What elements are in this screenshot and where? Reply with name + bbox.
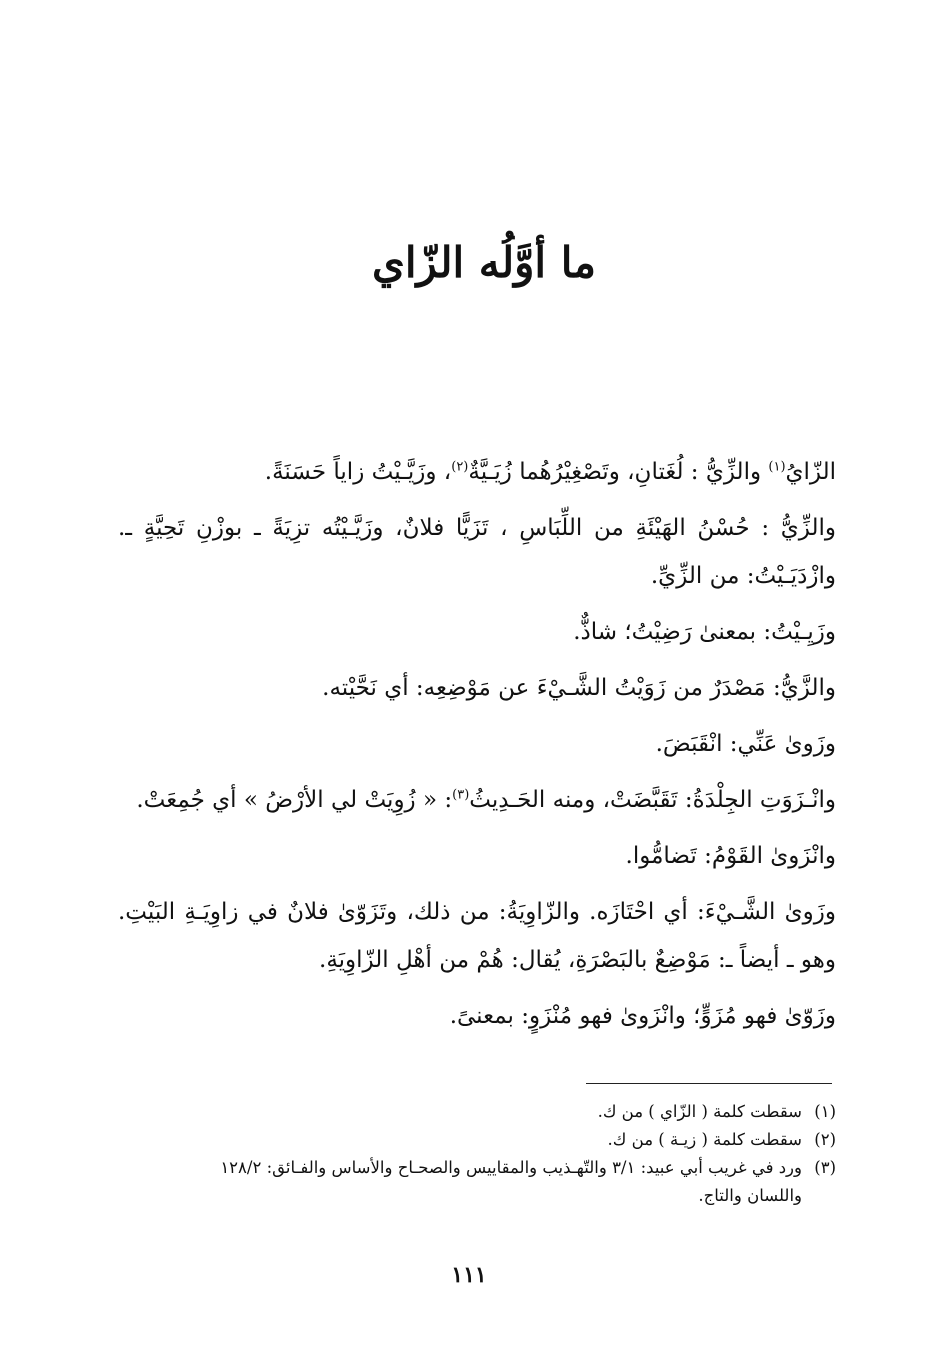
- entry-body: [118, 448, 836, 1048]
- paragraph-4: والزَّيُّ: مَصْدَرٌ من زَوَيْتُ الشَّـيْءَ عن مَوْضِعِه: أي نَحَّيْته.: [322, 675, 836, 701]
- paragraph-1: [118, 448, 836, 496]
- footnote-number: (٢): [814, 1130, 836, 1149]
- chapter-title: ما أوَّلُه الزّاي: [372, 238, 596, 287]
- paragraph-6: [118, 776, 836, 824]
- page-number: ١١١: [451, 1262, 487, 1288]
- footnotes: [118, 1098, 836, 1210]
- footnote-text: ورد في غريب أبي عبيد: ٣/١ والتّهـذيب والمقاييس والصحـاح والأساس والفـائق: ١٢٨/٢: [220, 1158, 802, 1177]
- paragraph-7: وانْزَوىٰ القَوْمُ: تَضامُّوا.: [625, 843, 836, 869]
- paragraph-8: وزَوىٰ الشَّـيْءَ: أي احْتَازَه. والزّاوِيَةُ: من ذلك، وتَزَوّىٰ فلانٌ في زاوِيَـةِ البَيْتِ. وهو ـ أيضاً ـ: مَوْضِعٌ بالبَصْرَةِ، يُقال: هُمْ من أهْلِ الزّاوِيَةِ.: [118, 899, 836, 973]
- paragraph-text: والزِّيُّ : لُغَتانِ، وتَصْغِيْرُهُما زُيَـيَّةٌ: [468, 459, 769, 485]
- footnote-text: سقطت كلمة ( الزّاي ) من ك.: [597, 1102, 802, 1121]
- footnote-number: (١): [814, 1102, 836, 1121]
- footnote-2: [118, 1126, 836, 1154]
- paragraph-text: الزّايُ: [785, 459, 836, 485]
- paragraph-text: وانْـزَوَتِ الجِلْدَةُ: تَقَبَّضَتْ، ومنه الحَـدِيثُ: [469, 787, 836, 813]
- paragraph-2: والزِّيُّ : حُسْنُ الهَيْئَةِ من اللِّبَاسِ ، تَزَيًّا فلانٌ، وزَيَّـيْتُه تزِيَةً ـ بوزْنِ تَحِيَّةٍ ـ. وازْدَيَـيْتُ: من الزِّيِّ.: [118, 515, 836, 589]
- footnote-number: (٣): [814, 1158, 836, 1177]
- footnote-3-continuation: واللسان والتاج.: [698, 1186, 802, 1205]
- paragraph-9: وزَوّىٰ فهو مُزَوٍّ؛ وانْزَوىٰ فهو مُنْزَوٍ: بمعنىً.: [449, 1003, 836, 1029]
- paragraph-text: ، وزَيَّـيْتُ زاياً حَسَنَةً.: [264, 459, 452, 485]
- footnote-3: [118, 1154, 836, 1182]
- paragraph-3: وزَيِـيْتُ: بمعنىٰ رَضِيْتُ؛ شاذٌّ.: [573, 619, 836, 645]
- footnote-ref-3[interactable]: (٣): [452, 787, 470, 803]
- footnote-divider: [586, 1083, 832, 1084]
- footnote-1: [118, 1098, 836, 1126]
- footnote-ref-2[interactable]: (٢): [451, 459, 469, 475]
- footnote-ref-1[interactable]: (١): [768, 459, 786, 475]
- paragraph-text: : « زُوِيَتْ لي الأرْضُ » أي جُمِعَتْ.: [136, 787, 453, 813]
- footnote-text: سقطت كلمة ( زيـة ) من ك.: [607, 1130, 802, 1149]
- paragraph-5: وزَوىٰ عَنِّي: انْقَبَضَ.: [655, 731, 836, 757]
